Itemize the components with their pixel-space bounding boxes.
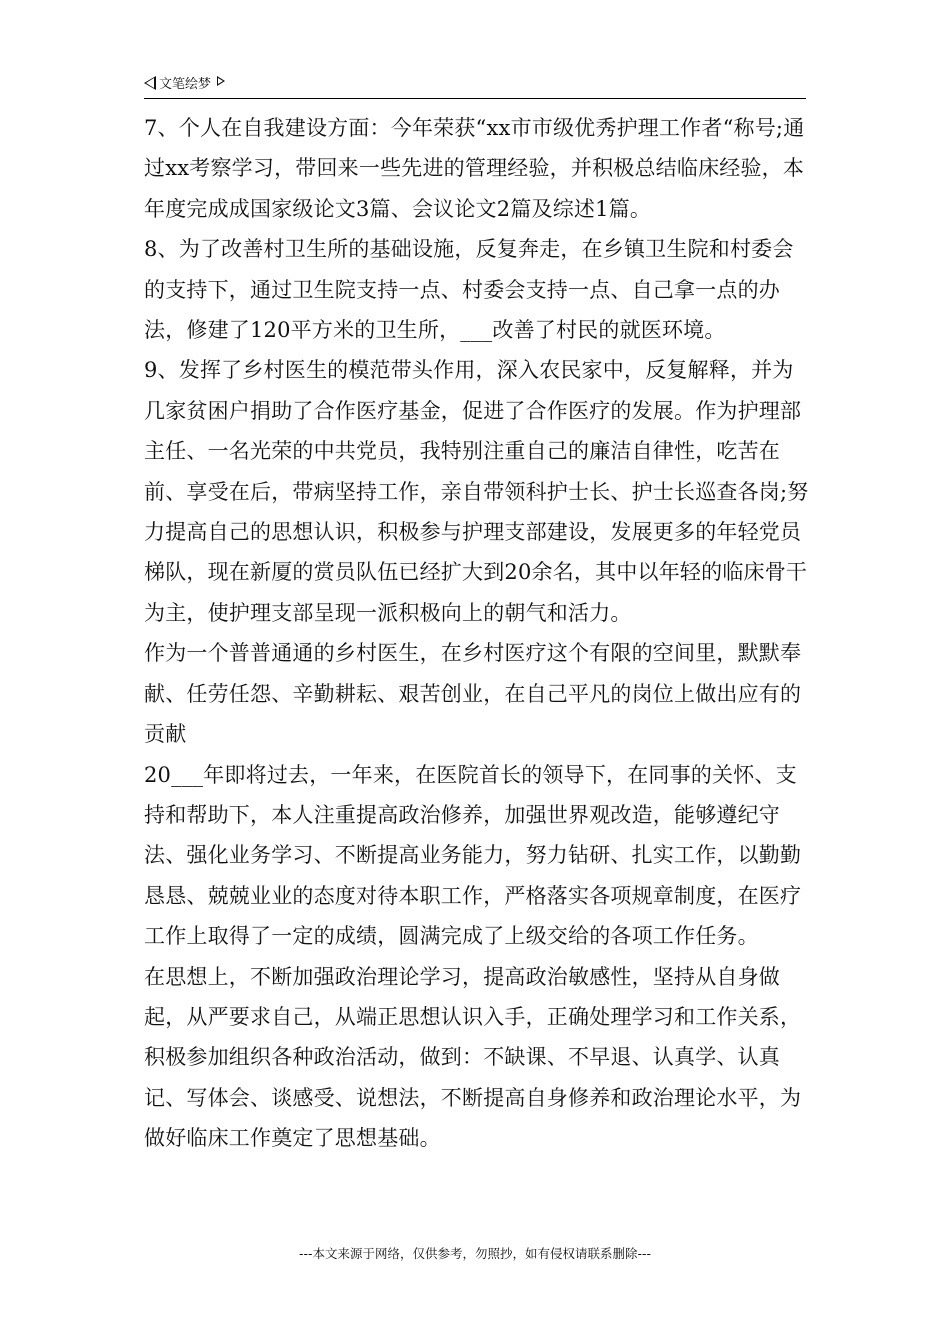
page-header <box>144 74 806 99</box>
paragraph-rural-doctor: 作为一个普普通通的乡村医生，在乡村医疗这个有限的空间里，默默奉献、任劳任怨、辛勤耕耘、艰苦创业，在自己平凡的岗位上做出应有的贡献 <box>144 641 802 747</box>
paragraph-year-summary: 20___年即将过去，一年来，在医院首长的领导下，在同事的关怀、支持和帮助下，本人注重提高政治修养，加强世界观改造，能够遵纪守法、强化业务学习、不断提高业务能力，努力钻研、扎实工作，以勤勤恳恳、兢兢业业的态度对待本职工作，严格落实各项规章制度，在医疗工作上取得了一定的成绩，圆满完成了上级交给的各项工作任务。 <box>144 762 802 949</box>
paragraph-item-7: 7、个人在自我建设方面：今年荣获“xx市市级优秀护理工作者“称号;通过xx考察学习，带回来一些先进的管理经验，并积极总结临床经验，本年度完成成国家级论文3篇、会议论文2篇及综述1篇。 <box>144 116 805 221</box>
paragraph-item-9: 9、发挥了乡村医生的模范带头作用，深入农民家中，反复解释，并为几家贫困户捐助了合作医疗基金，促进了合作医疗的发展。作为护理部主任、一名光荣的中共党员，我特别注重自己的廉洁自律性，吃苦在前、享受在后，带病坚持工作，亲自带领科护士长、护士长巡查各岗;努力提高自己的思想认识，积极参与护理支部建设，发展更多的年轻党员梯队，现在新厦的赏员队伍已经扩大到20余名，其中以年轻的临床骨干为主，使护理支部呈现一派积极向上的朝气和活力。 <box>144 358 809 625</box>
paragraph-ideology: 在思想上，不断加强政治理论学习，提高政治敏感性，坚持从自身做起，从严要求自己，从端正思想认识入手，正确处理学习和工作关系，积极参加组织各种政治活动，做到：不缺课、不早退、认真学、认真记、写体会、谈感受、说想法，不断提高自身修养和政治理论水平，为做好临床工作奠定了思想基础。 <box>144 964 802 1151</box>
header-title: 文笔绘梦 <box>159 77 212 92</box>
right-triangle-icon <box>217 76 225 86</box>
left-triangle-icon <box>144 76 156 90</box>
document-body <box>144 108 812 1159</box>
paragraph-item-8: 8、为了改善村卫生所的基础设施，反复奔走，在乡镇卫生院和村委会的支持下，通过卫生院支持一点、村委会支持一点、自己拿一点的办法，修建了120平方米的卫生所，___改善了村民的就医环境。 <box>144 237 794 343</box>
footer-notice: ---本文来源于网络，仅供参考，勿照抄，如有侵权请联系删除--- <box>298 1246 652 1261</box>
